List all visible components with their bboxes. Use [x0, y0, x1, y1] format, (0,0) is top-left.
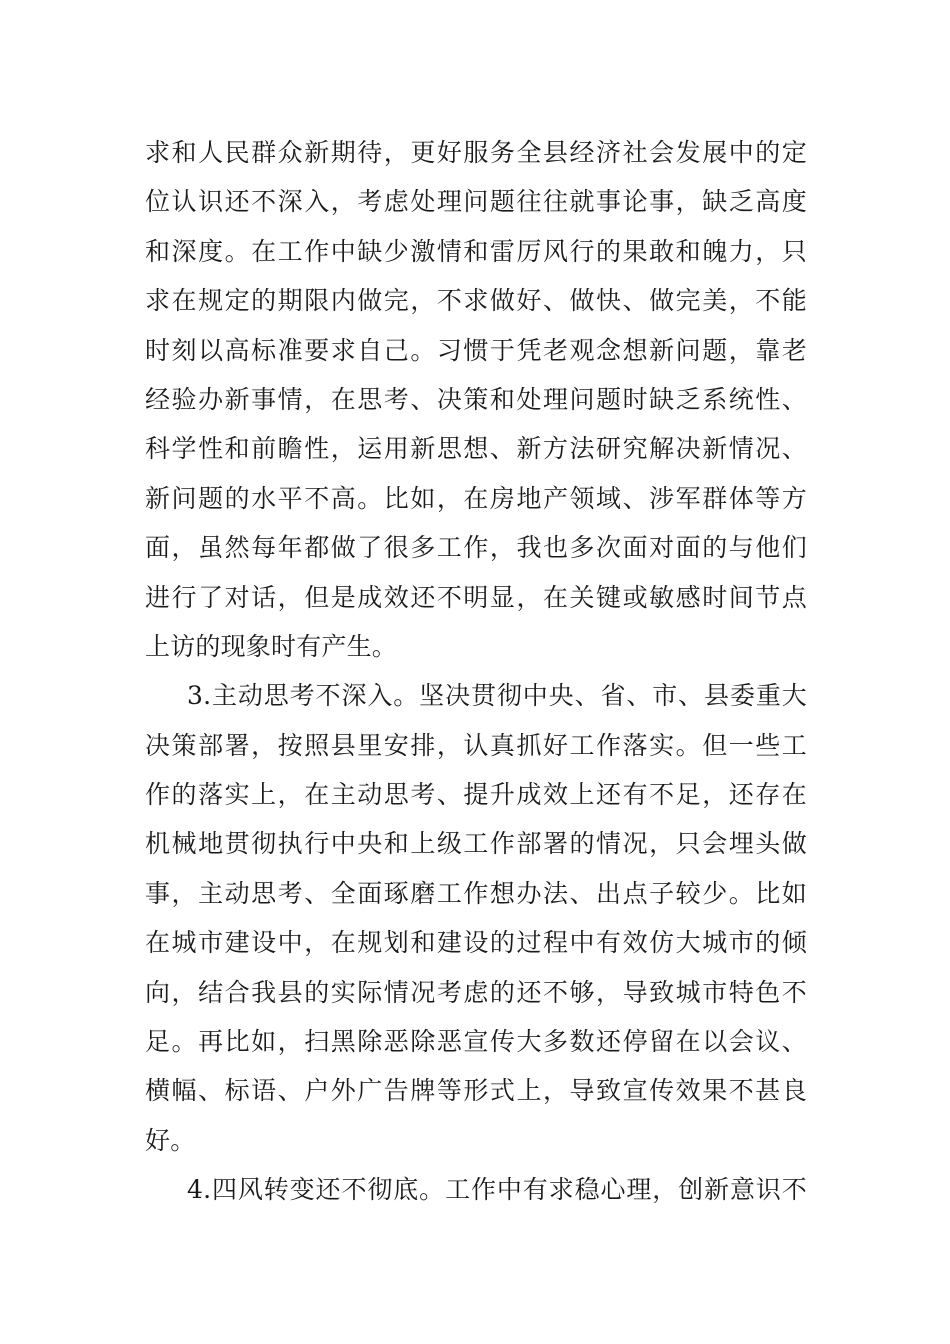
text-line: 和深度。在工作中缺少激情和雷厉风行的果敢和魄力，只: [145, 236, 807, 266]
text-line: 好。: [145, 1125, 196, 1155]
text-line: 足。再比如，扫黑除恶除恶宣传大多数还停留在以会议、: [145, 1027, 807, 1057]
text-line: 求和人民群众新期待，更好服务全县经济社会发展中的定: [145, 138, 807, 167]
text-line: 事，主动思考、全面琢磨工作想办法、出点子较少。比如: [145, 878, 807, 908]
text-line: 新问题的水平不高。比如，在房地产领域、涉军群体等方: [145, 483, 807, 513]
text-line: 进行了对话，但是成效还不明显，在关键或敏感时间节点: [145, 582, 807, 612]
text-line: 机械地贯彻执行中央和上级工作部署的情况，只会埋头做: [145, 829, 807, 859]
text-line: 面，虽然每年都做了很多工作，我也多次面对面的与他们: [145, 533, 807, 563]
text-line: 向，结合我县的实际情况考虑的还不够，导致城市特色不: [145, 977, 807, 1007]
text-line: 科学性和前瞻性，运用新思想、新方法研究解决新情况、: [145, 434, 807, 464]
text-line: 位认识还不深入，考虑处理问题往往就事论事，缺乏高度: [145, 187, 807, 217]
text-line: 4.四风转变还不彻底。工作中有求稳心理，创新意识不: [187, 1175, 807, 1205]
text-line: 时刻以高标准要求自己。习惯于凭老观念想新问题，靠老: [145, 335, 807, 365]
text-line: 经验办新事情，在思考、决策和处理问题时缺乏系统性、: [145, 384, 807, 414]
text-line: 求在规定的期限内做完，不求做好、做快、做完美，不能: [145, 286, 807, 316]
text-line: 横幅、标语、户外广告牌等形式上，导致宣传效果不甚良: [145, 1076, 807, 1106]
text-line: 3.主动思考不深入。坚决贯彻中央、省、市、县委重大: [187, 681, 807, 711]
text-line: 作的落实上，在主动思考、提升成效上还有不足，还存在: [145, 780, 807, 810]
text-line: 决策部署，按照县里安排，认真抓好工作落实。但一些工: [145, 730, 807, 760]
text-line: 在城市建设中，在规划和建设的过程中有效仿大城市的倾: [145, 928, 807, 958]
body-text: [145, 128, 807, 1215]
text-line: 上访的现象时有产生。: [145, 631, 398, 661]
